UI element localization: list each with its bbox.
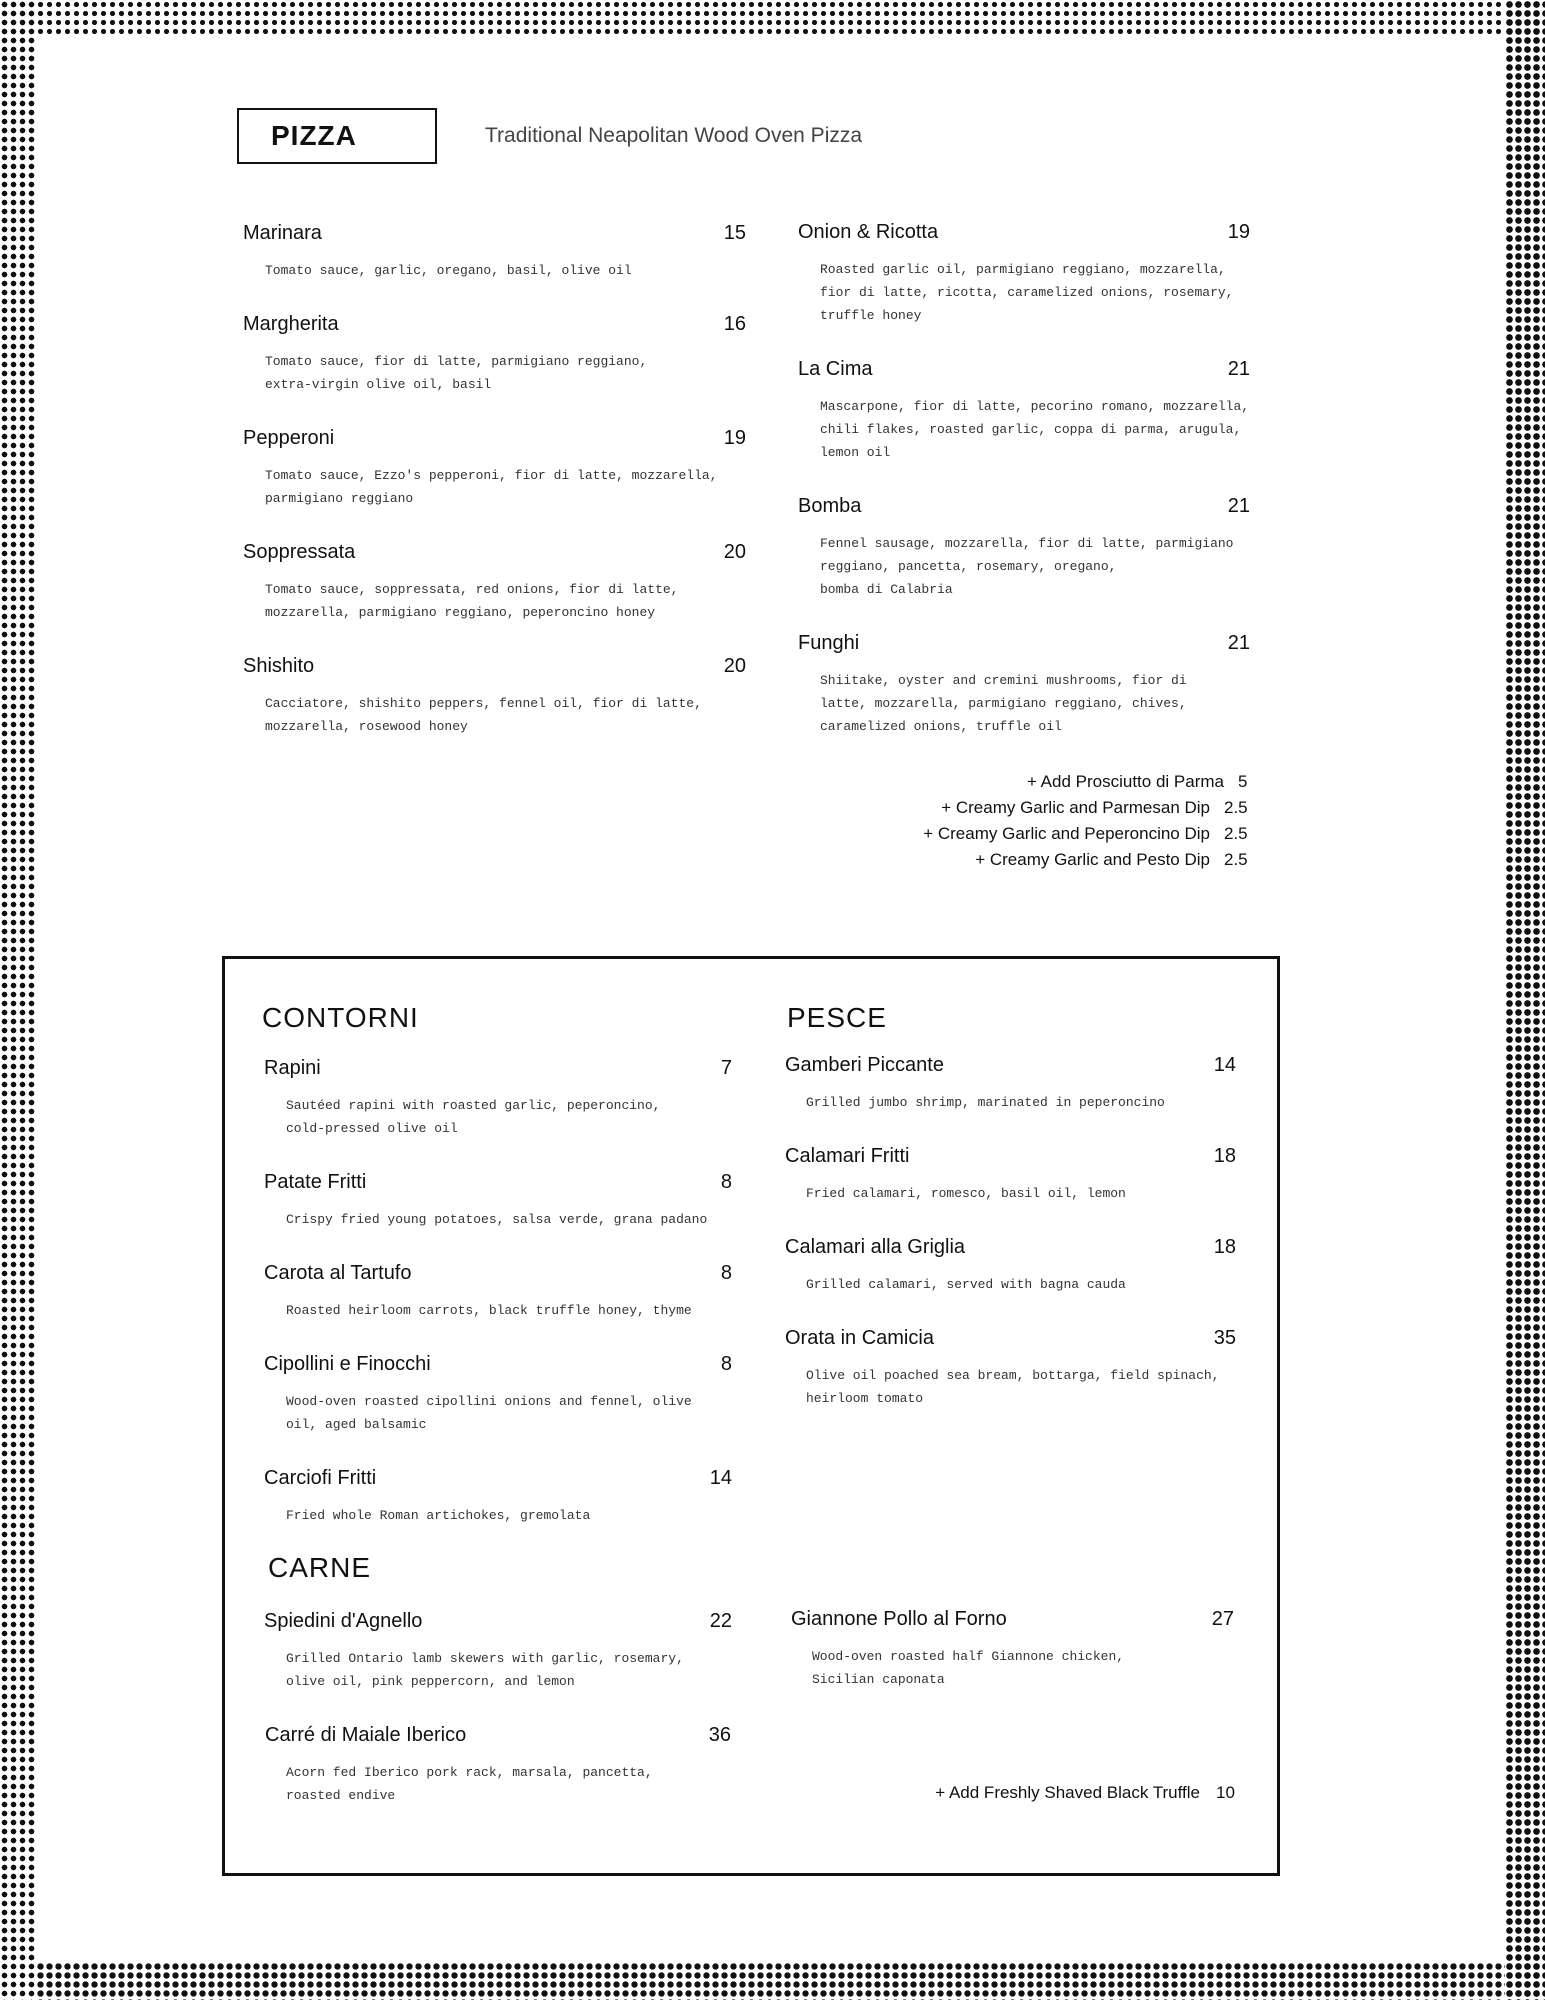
contorni-section-title: CONTORNI [262,1002,419,1033]
menu-item-price: 7 [720,1057,732,1079]
description-line: Fennel sausage, mozzarella, fior di latte, parmigiano [820,536,1234,551]
description-line: Acorn fed Iberico pork rack, marsala, pancetta, [286,1765,653,1780]
carne-section-title: CARNE [268,1552,372,1583]
description-line: chili flakes, roasted garlic, coppa di parma, arugula, [820,422,1242,437]
description-line: Wood-oven roasted half Giannone chicken, [812,1649,1125,1664]
menu-item-description [286,1390,692,1436]
description-line: oil, aged balsamic [286,1417,427,1432]
description-line: Sicilian caponata [812,1672,945,1687]
menu-item-price: 35 [1213,1327,1236,1349]
menu-item-name: Calamari Fritti [785,1145,910,1167]
menu-item-name: Rapini [264,1057,321,1079]
description-line: Fried whole Roman artichokes, gremolata [286,1508,591,1523]
menu-item-description [820,669,1187,738]
menu-item-price: 21 [1227,632,1250,654]
description-line: Sautéed rapini with roasted garlic, peperoncino, [286,1098,661,1113]
menu-item-description [286,1647,684,1693]
description-line: Roasted garlic oil, parmigiano reggiano, mozzarella, [820,262,1226,277]
addon-price: 2.5 [1224,850,1248,869]
description-line: latte, mozzarella, parmigiano reggiano, chives, [820,696,1187,711]
addon-label: + Creamy Garlic and Pesto Dip [975,850,1210,869]
menu-item-name: Carota al Tartufo [264,1262,412,1284]
description-line: caramelized onions, truffle oil [820,719,1062,734]
menu-item-description [820,395,1249,464]
menu-item-description [806,1364,1219,1410]
menu-item-name: Carré di Maiale Iberico [265,1724,467,1746]
pizza-section-title [237,108,437,164]
menu-item-name: Gamberi Piccante [785,1054,944,1076]
menu-item-price: 16 [723,313,746,335]
description-line: olive oil, pink peppercorn, and lemon [286,1674,575,1689]
menu-item-price: 36 [708,1724,731,1746]
addon-label: + Add Prosciutto di Parma [1026,772,1224,791]
description-line: lemon oil [820,445,891,460]
halftone-border-left [0,0,36,2000]
menu-item-price: 20 [723,655,746,677]
menu-item-description [806,1182,1126,1205]
halftone-border-right [1505,0,1545,2000]
addon-price: 10 [1216,1783,1235,1802]
description-line: Grilled jumbo shrimp, marinated in peperoncino [806,1095,1165,1110]
menu-item-name: Onion & Ricotta [798,221,939,243]
menu-item-description [265,692,702,738]
menu-item-name: Spiedini d'Agnello [264,1610,423,1632]
menu-item-name: Orata in Camicia [785,1327,934,1349]
menu-item-description [265,464,717,510]
menu-item-description [265,578,678,624]
menu-item-name: Shishito [243,655,315,677]
description-line: heirloom tomato [806,1391,924,1406]
menu-item-name: Bomba [798,495,862,517]
description-line: Grilled Ontario lamb skewers with garlic, rosemary, [286,1651,684,1666]
description-line: Wood-oven roasted cipollini onions and fennel, olive [286,1394,692,1409]
description-line: Crispy fried young potatoes, salsa verde, grana padano [286,1212,708,1227]
pizza-subtitle: Traditional Neapolitan Wood Oven Pizza [485,124,863,147]
description-line: Olive oil poached sea bream, bottarga, field spinach, [806,1368,1220,1383]
description-line: fior di latte, ricotta, caramelized onions, rosemary, [820,285,1234,300]
menu-item-price: 15 [723,222,746,244]
menu-item-name: Carciofi Fritti [264,1467,377,1489]
menu-item-name: Pepperoni [243,427,335,449]
description-line: Shiitake, oyster and cremini mushrooms, fior di [820,673,1187,688]
description-line: Tomato sauce, fior di latte, parmigiano reggiano, [265,354,648,369]
menu-item-description [806,1273,1126,1296]
menu-item-name: Margherita [243,313,339,335]
menu-item-name: Patate Fritti [264,1171,367,1193]
menu-item-price: 27 [1211,1608,1234,1630]
menu-item-price: 22 [709,1610,732,1632]
description-line: roasted endive [286,1788,396,1803]
pesce-section-title: PESCE [787,1002,887,1033]
addon-price: 2.5 [1224,824,1248,843]
menu-item-description [806,1091,1165,1114]
menu-item-price: 18 [1213,1145,1236,1167]
description-line: reggiano, pancetta, rosemary, oregano, [820,559,1117,574]
menu-item-name: Cipollini e Finocchi [264,1353,431,1375]
menu-item-name: Funghi [798,632,860,654]
description-line: extra-virgin olive oil, basil [265,377,492,392]
halftone-border-bottom [0,1962,1545,2000]
menu-item-name: Soppressata [243,541,356,563]
menu-item-name: Calamari alla Griglia [785,1236,966,1258]
menu-item-price: 19 [723,427,746,449]
description-line: Tomato sauce, Ezzo's pepperoni, fior di latte, mozzarella, [265,468,718,483]
description-line: cold-pressed olive oil [286,1121,458,1136]
menu-item-description [286,1299,692,1322]
menu-item-description [820,258,1233,327]
menu-item-price: 14 [1213,1054,1236,1076]
addon-label: + Creamy Garlic and Parmesan Dip [941,798,1210,817]
description-line: Tomato sauce, soppressata, red onions, fior di latte, [265,582,679,597]
menu-item-description [286,1504,590,1527]
menu-item-price: 18 [1213,1236,1236,1258]
description-line: truffle honey [820,308,922,323]
description-line: Roasted heirloom carrots, black truffle honey, thyme [286,1303,692,1318]
menu-item-price: 21 [1227,495,1250,517]
menu-item-description [265,350,647,396]
menu-item-description [286,1761,653,1807]
addon-label: + Add Freshly Shaved Black Truffle [935,1783,1200,1802]
description-line: Tomato sauce, garlic, oregano, basil, olive oil [265,263,632,278]
menu-item-price: 8 [720,1262,732,1284]
addon-price: 5 [1238,772,1248,791]
menu-item-description [265,259,632,282]
description-line: mozzarella, rosewood honey [265,719,468,734]
menu-item-name: Marinara [243,222,322,244]
description-line: Mascarpone, fior di latte, pecorino romano, mozzarella, [820,399,1250,414]
halftone-border-top [0,0,1545,36]
menu-item-price: 21 [1227,358,1250,380]
menu-item-price: 8 [720,1353,732,1375]
description-line: Fried calamari, romesco, basil oil, lemon [806,1186,1126,1201]
menu-item-description [812,1645,1124,1691]
menu-item-description [286,1208,707,1231]
addon-price: 2.5 [1224,798,1248,817]
menu-item-price: 20 [723,541,746,563]
description-line: parmigiano reggiano [265,491,414,506]
addon-label: + Creamy Garlic and Peperoncino Dip [923,824,1210,843]
menu-item-price: 8 [720,1171,732,1193]
description-line: bomba di Calabria [820,582,953,597]
description-line: mozzarella, parmigiano reggiano, peperoncino honey [265,605,656,620]
menu-item-description [286,1094,660,1140]
menu-item-price: 19 [1227,221,1250,243]
menu-item-price: 14 [709,1467,732,1489]
description-line: Grilled calamari, served with bagna cauda [806,1277,1126,1292]
pizza-title-text: PIZZA [271,120,357,151]
menu-item-description [820,532,1233,601]
menu-item-name: La Cima [798,358,873,380]
menu-item-name: Giannone Pollo al Forno [791,1608,1007,1630]
description-line: Cacciatore, shishito peppers, fennel oil, fior di latte, [265,696,702,711]
